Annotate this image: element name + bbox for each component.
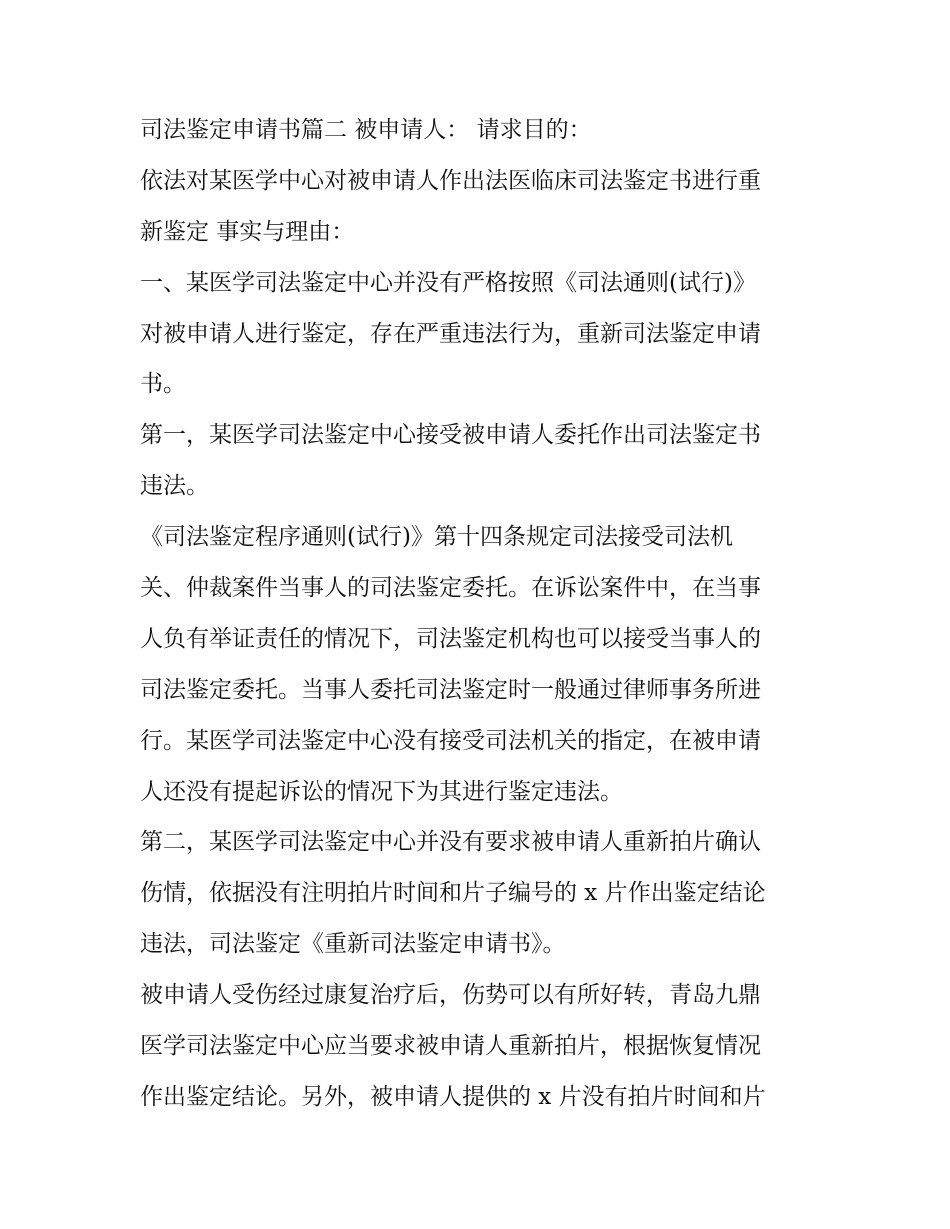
- text-line: 关、仲裁案件当事人的司法鉴定委托。在诉讼案件中，在当事: [140, 575, 761, 602]
- text-line: 第一，某医学司法鉴定中心接受被申请人委托作出司法鉴定书: [140, 422, 761, 449]
- text-line: 新鉴定 事实与理由：: [140, 218, 355, 245]
- text-line: 作出鉴定结论。另外，被申请人提供的 x 片没有拍片时间和片: [140, 1083, 766, 1110]
- text-line: 对被申请人进行鉴定，存在严重违法行为，重新司法鉴定申请: [140, 320, 761, 347]
- document-body: [140, 105, 820, 1123]
- text-line: 医学司法鉴定中心应当要求被申请人重新拍片，根据恢复情况: [140, 1033, 761, 1060]
- text-line: 人负有举证责任的情况下，司法鉴定机构也可以接受当事人的: [140, 625, 761, 652]
- text-line: 第二，某医学司法鉴定中心并没有要求被申请人重新拍片确认: [140, 829, 761, 856]
- text-line: 伤情，依据没有注明拍片时间和片子编号的 x 片作出鉴定结论: [140, 880, 766, 907]
- text-line: 依法对某医学中心对被申请人作出法医临床司法鉴定书进行重: [140, 167, 761, 194]
- text-line: 行。某医学司法鉴定中心没有接受司法机关的指定，在被申请: [140, 727, 761, 754]
- text-line: 书。: [140, 371, 186, 398]
- text-line: 人还没有提起诉讼的情况下为其进行鉴定违法。: [140, 778, 623, 805]
- text-line: 违法。: [140, 473, 209, 500]
- text-line: 《司法鉴定程序通则(试行)》第十四条规定司法接受司法机: [140, 524, 733, 551]
- text-line: 司法鉴定委托。当事人委托司法鉴定时一般通过律师事务所进: [140, 676, 761, 703]
- text-line: 一、某医学司法鉴定中心并没有严格按照《司法通则(试行)》: [140, 269, 756, 296]
- text-line: 被申请人受伤经过康复治疗后，伤势可以有所好转，青岛九鼎: [140, 982, 761, 1009]
- text-line: 违法，司法鉴定《重新司法鉴定申请书》。: [140, 931, 566, 958]
- title-line: 司法鉴定申请书篇二 被申请人： 请求目的：: [140, 117, 592, 143]
